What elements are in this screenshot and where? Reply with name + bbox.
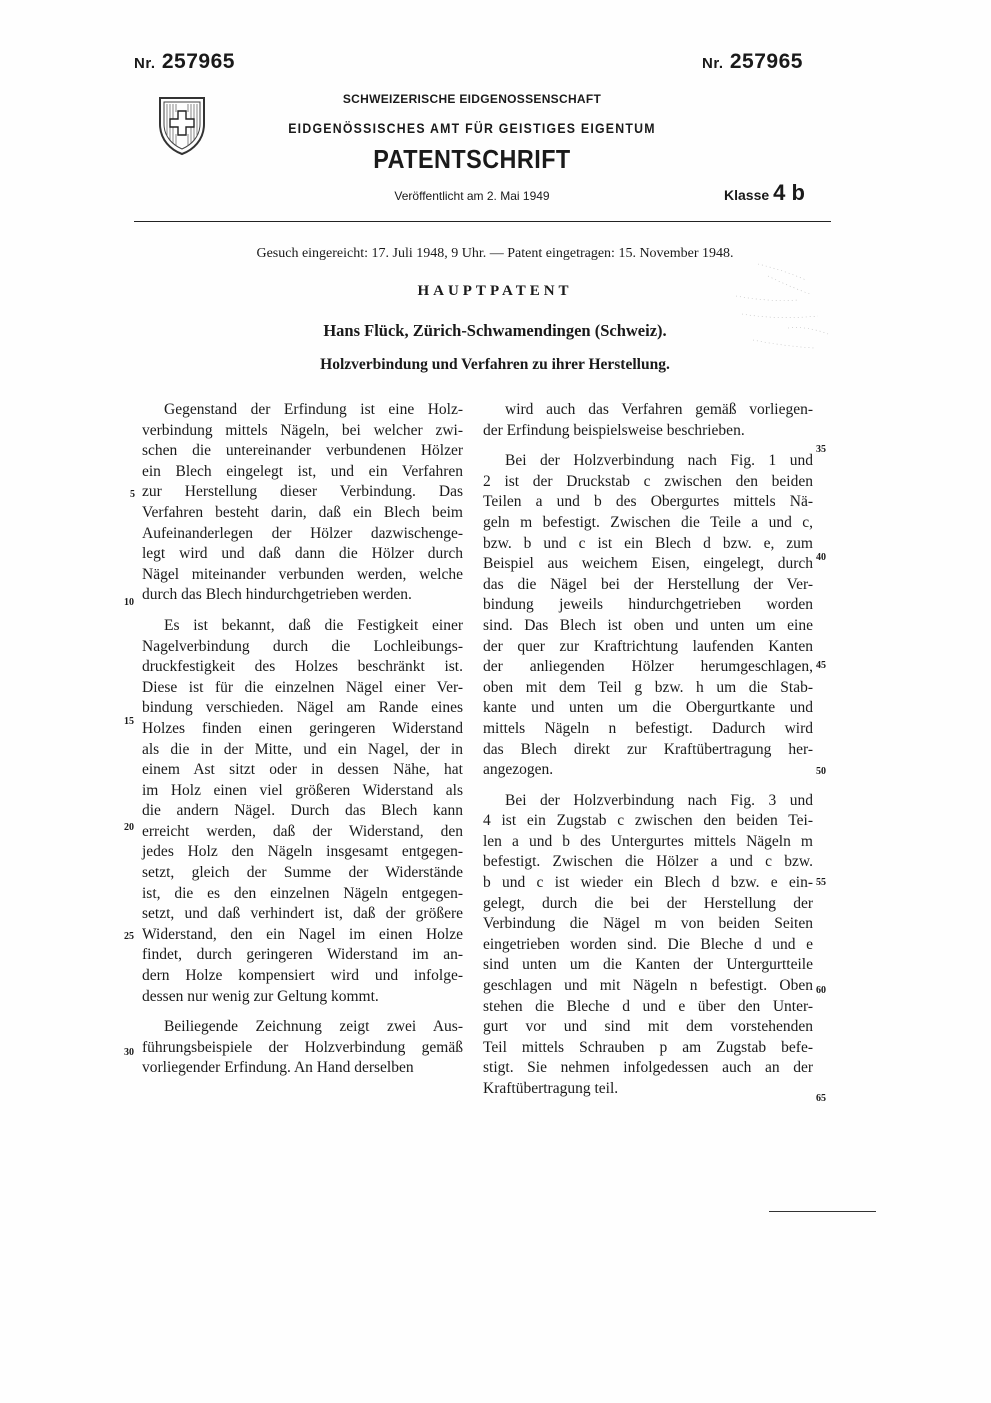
line-number: 25 xyxy=(124,931,134,942)
line-number: 10 xyxy=(124,597,134,608)
line-number: 20 xyxy=(124,822,134,833)
text-line: der Erfindung beispielsweise beschrieben. xyxy=(483,421,745,439)
text-line: sind unten um die Kanten der Untergurtteile xyxy=(483,956,813,974)
patent-subject: Holzverbindung und Verfahren zu ihrer Herstellung. xyxy=(320,356,670,373)
text-line: dessen nur wenig zur Geltung kommt. xyxy=(142,987,379,1005)
patent-number: 257965 xyxy=(161,50,235,73)
text-line: setzt, gleich der Summe der Widerstände xyxy=(142,864,463,882)
text-line: legt wird und daß dann die Hölzer durch xyxy=(142,545,463,563)
text-line: bzw. b und c ist ein Blech d bzw. e, zum xyxy=(483,534,813,552)
patent-category: HAUPTPATENT xyxy=(417,283,573,299)
text-line: der quer zur Kraftrichtung laufenden Kanten xyxy=(483,637,813,655)
country-heading: SCHWEIZERISCHE EIDGENOSSENSCHAFT xyxy=(342,92,602,106)
text-line: gurt vor und sind mit dem vorstehenden xyxy=(483,1018,813,1036)
text-line: Kraftübertragung teil. xyxy=(483,1080,619,1097)
text-line: Teilen a und b des Obergurtes mittels Nä- xyxy=(483,493,813,511)
text-line: ist, die es den einzelnen Nägeln entgegen- xyxy=(142,884,463,902)
text-line: eingetrieben worden sind. Die Bleche d und e xyxy=(483,935,813,953)
text-line: wird auch das Verfahren gemäß vorliegen- xyxy=(505,401,813,418)
line-number: 55 xyxy=(816,877,826,888)
text-line: bindung jeweils hindurchgetrieben worden xyxy=(483,596,813,614)
line-number: 35 xyxy=(816,444,826,455)
text-line: Beiliegende Zeichnung zeigt zwei Aus- xyxy=(164,1018,463,1036)
right-column xyxy=(483,400,813,1100)
header-divider xyxy=(134,221,831,222)
scan-artifact xyxy=(728,256,838,356)
patent-number-right xyxy=(702,50,803,74)
nr-prefix: Nr. xyxy=(702,55,724,72)
paragraph-gap xyxy=(483,441,813,451)
text-line: Gegenstand der Erfindung ist eine Holz- xyxy=(164,401,463,418)
text-line: der anliegenden Hölzer herumgeschlagen, xyxy=(483,658,813,676)
text-line: zur Herstellung dieser Verbindung. Das xyxy=(142,483,463,501)
text-line: Bei der Holzverbindung nach Fig. 1 und xyxy=(505,452,813,470)
patent-number-left xyxy=(134,50,235,74)
line-number: 40 xyxy=(816,552,826,563)
text-line: dern Holze kompensiert wird und infolge- xyxy=(142,967,463,985)
text-line: geln m befestigt. Zwischen die Teile a und c, xyxy=(483,513,813,531)
publication-date: Veröffentlicht am 2. Mai 1949 xyxy=(394,189,550,203)
text-line: b und c ist wieder ein Blech d bzw. e ein- xyxy=(483,874,813,892)
text-line: Holzes finden einen geringeren Widerstand xyxy=(142,719,463,737)
text-line: Beispiel aus weichem Eisen, eingelegt, durch xyxy=(483,555,813,573)
filing-info: Gesuch eingereicht: 17. Juli 1948, 9 Uhr. — Patent eingetragen: 15. November 1948. xyxy=(256,246,734,261)
text-line: jedes Holz den Nägeln insgesamt entgegen- xyxy=(142,843,463,861)
text-line: geschlagen und mit Nägeln n befestigt. Oben xyxy=(483,977,813,995)
text-line: als die in der Mitte, und ein Nagel, der in xyxy=(142,740,463,758)
text-line: Nagelverbindung durch die Lochleibungs- xyxy=(142,637,463,655)
line-number: 45 xyxy=(816,660,826,671)
text-line: Nägel miteinander verbunden werden, welche xyxy=(142,565,463,583)
patent-class xyxy=(724,180,805,206)
patent-number: 257965 xyxy=(729,50,803,73)
text-line: im Holz einen viel größeren Widerstand als xyxy=(142,781,463,799)
left-column xyxy=(142,400,463,1079)
office-heading: EIDGENÖSSISCHES AMT FÜR GEISTIGES EIGENTUM xyxy=(288,120,656,136)
nr-prefix: Nr. xyxy=(134,55,156,72)
paragraph-gap xyxy=(142,606,463,616)
text-line: vorliegender Erfindung. An Hand derselben xyxy=(142,1059,414,1077)
text-line: druckfestigkeit des Holzes beschränkt ist. xyxy=(142,658,463,676)
text-line: sind. Das Blech ist oben und unten um eine xyxy=(483,616,813,634)
text-line: ein Blech eingelegt ist, und ein Verfahren xyxy=(142,462,463,480)
text-line: führungsbeispiele der Holzverbindung gemäß xyxy=(142,1038,463,1056)
line-number: 5 xyxy=(130,489,135,500)
text-line: befestigt. Zwischen die Hölzer a und c bzw. xyxy=(483,853,813,871)
text-line: das Blech direkt zur Kraftübertragung her- xyxy=(483,740,813,758)
line-number: 60 xyxy=(816,985,826,996)
text-line: einem Ast sitzt oder in dessen Nähe, hat xyxy=(142,761,463,779)
text-line: gelegt, durch die bei der Herstellung der xyxy=(483,894,813,912)
text-line: mittels Nägeln n befestigt. Dadurch wird xyxy=(483,719,813,737)
text-line: bindung verschieden. Nägel am Rande eines xyxy=(142,699,463,717)
text-line: erreicht werden, daß der Widerstand, den xyxy=(142,822,463,840)
text-line: Widerstand, den ein Nagel im einen Holze xyxy=(142,925,463,943)
text-line: kante und unten um die Obergurtkante und xyxy=(483,699,813,717)
swiss-coat-of-arms-icon xyxy=(157,94,207,156)
text-line: len a und b des Untergurtes mittels Nägeln m xyxy=(483,832,813,850)
inventor: Hans Flück, Zürich-Schwamendingen (Schweiz). xyxy=(323,321,667,340)
paragraph-gap xyxy=(483,781,813,791)
document-type: PATENTSCHRIFT xyxy=(373,144,571,174)
text-line: Diese ist für die einzelnen Nägel einer Ver- xyxy=(142,678,463,696)
text-line: 4 ist ein Zugstab c zwischen den beiden Tei- xyxy=(483,812,813,830)
text-line: stehen die Bleche d und e über den Unter- xyxy=(483,997,813,1015)
text-line: schen die untereinander verbundenen Hölzer xyxy=(142,442,463,460)
text-line: Verbindung die Nägel m von beiden Seiten xyxy=(483,915,813,933)
text-line: oben mit dem Teil g bzw. h um die Stab- xyxy=(483,678,813,696)
text-line: das die Nägel bei der Herstellung der Ver- xyxy=(483,575,813,593)
text-line: setzt, und daß verhindert ist, daß der größere xyxy=(142,905,463,923)
line-number: 65 xyxy=(816,1093,826,1104)
end-rule xyxy=(769,1211,876,1212)
text-line: Teil mittels Schrauben p am Zugstab befe- xyxy=(483,1038,813,1056)
text-line: verbindung mittels Nägeln, bei welcher zwi- xyxy=(142,421,463,439)
text-line: stigt. Sie nehmen infolgedessen auch an der xyxy=(483,1059,813,1077)
text-line: Aufeinanderlegen der Hölzer dazwischenge- xyxy=(142,524,463,542)
text-line: 2 ist der Druckstab c zwischen den beiden xyxy=(483,472,813,490)
text-line: Bei der Holzverbindung nach Fig. 3 und xyxy=(505,791,813,809)
text-line: Verfahren besteht darin, daß ein Blech beim xyxy=(142,503,463,521)
text-line: findet, durch geringeren Widerstand im an- xyxy=(142,946,463,964)
paragraph-gap xyxy=(142,1007,463,1017)
line-number: 50 xyxy=(816,766,826,777)
line-number: 15 xyxy=(124,716,134,727)
class-label: Klasse xyxy=(724,187,770,203)
text-line: durch das Blech hindurchgetrieben werden. xyxy=(142,586,412,604)
text-line: die andern Nägel. Durch das Blech kann xyxy=(142,802,463,820)
class-value: 4 b xyxy=(773,180,805,205)
text-line: angezogen. xyxy=(483,761,554,779)
line-number: 30 xyxy=(124,1047,134,1058)
text-line: Es ist bekannt, daß die Festigkeit einer xyxy=(164,616,463,634)
